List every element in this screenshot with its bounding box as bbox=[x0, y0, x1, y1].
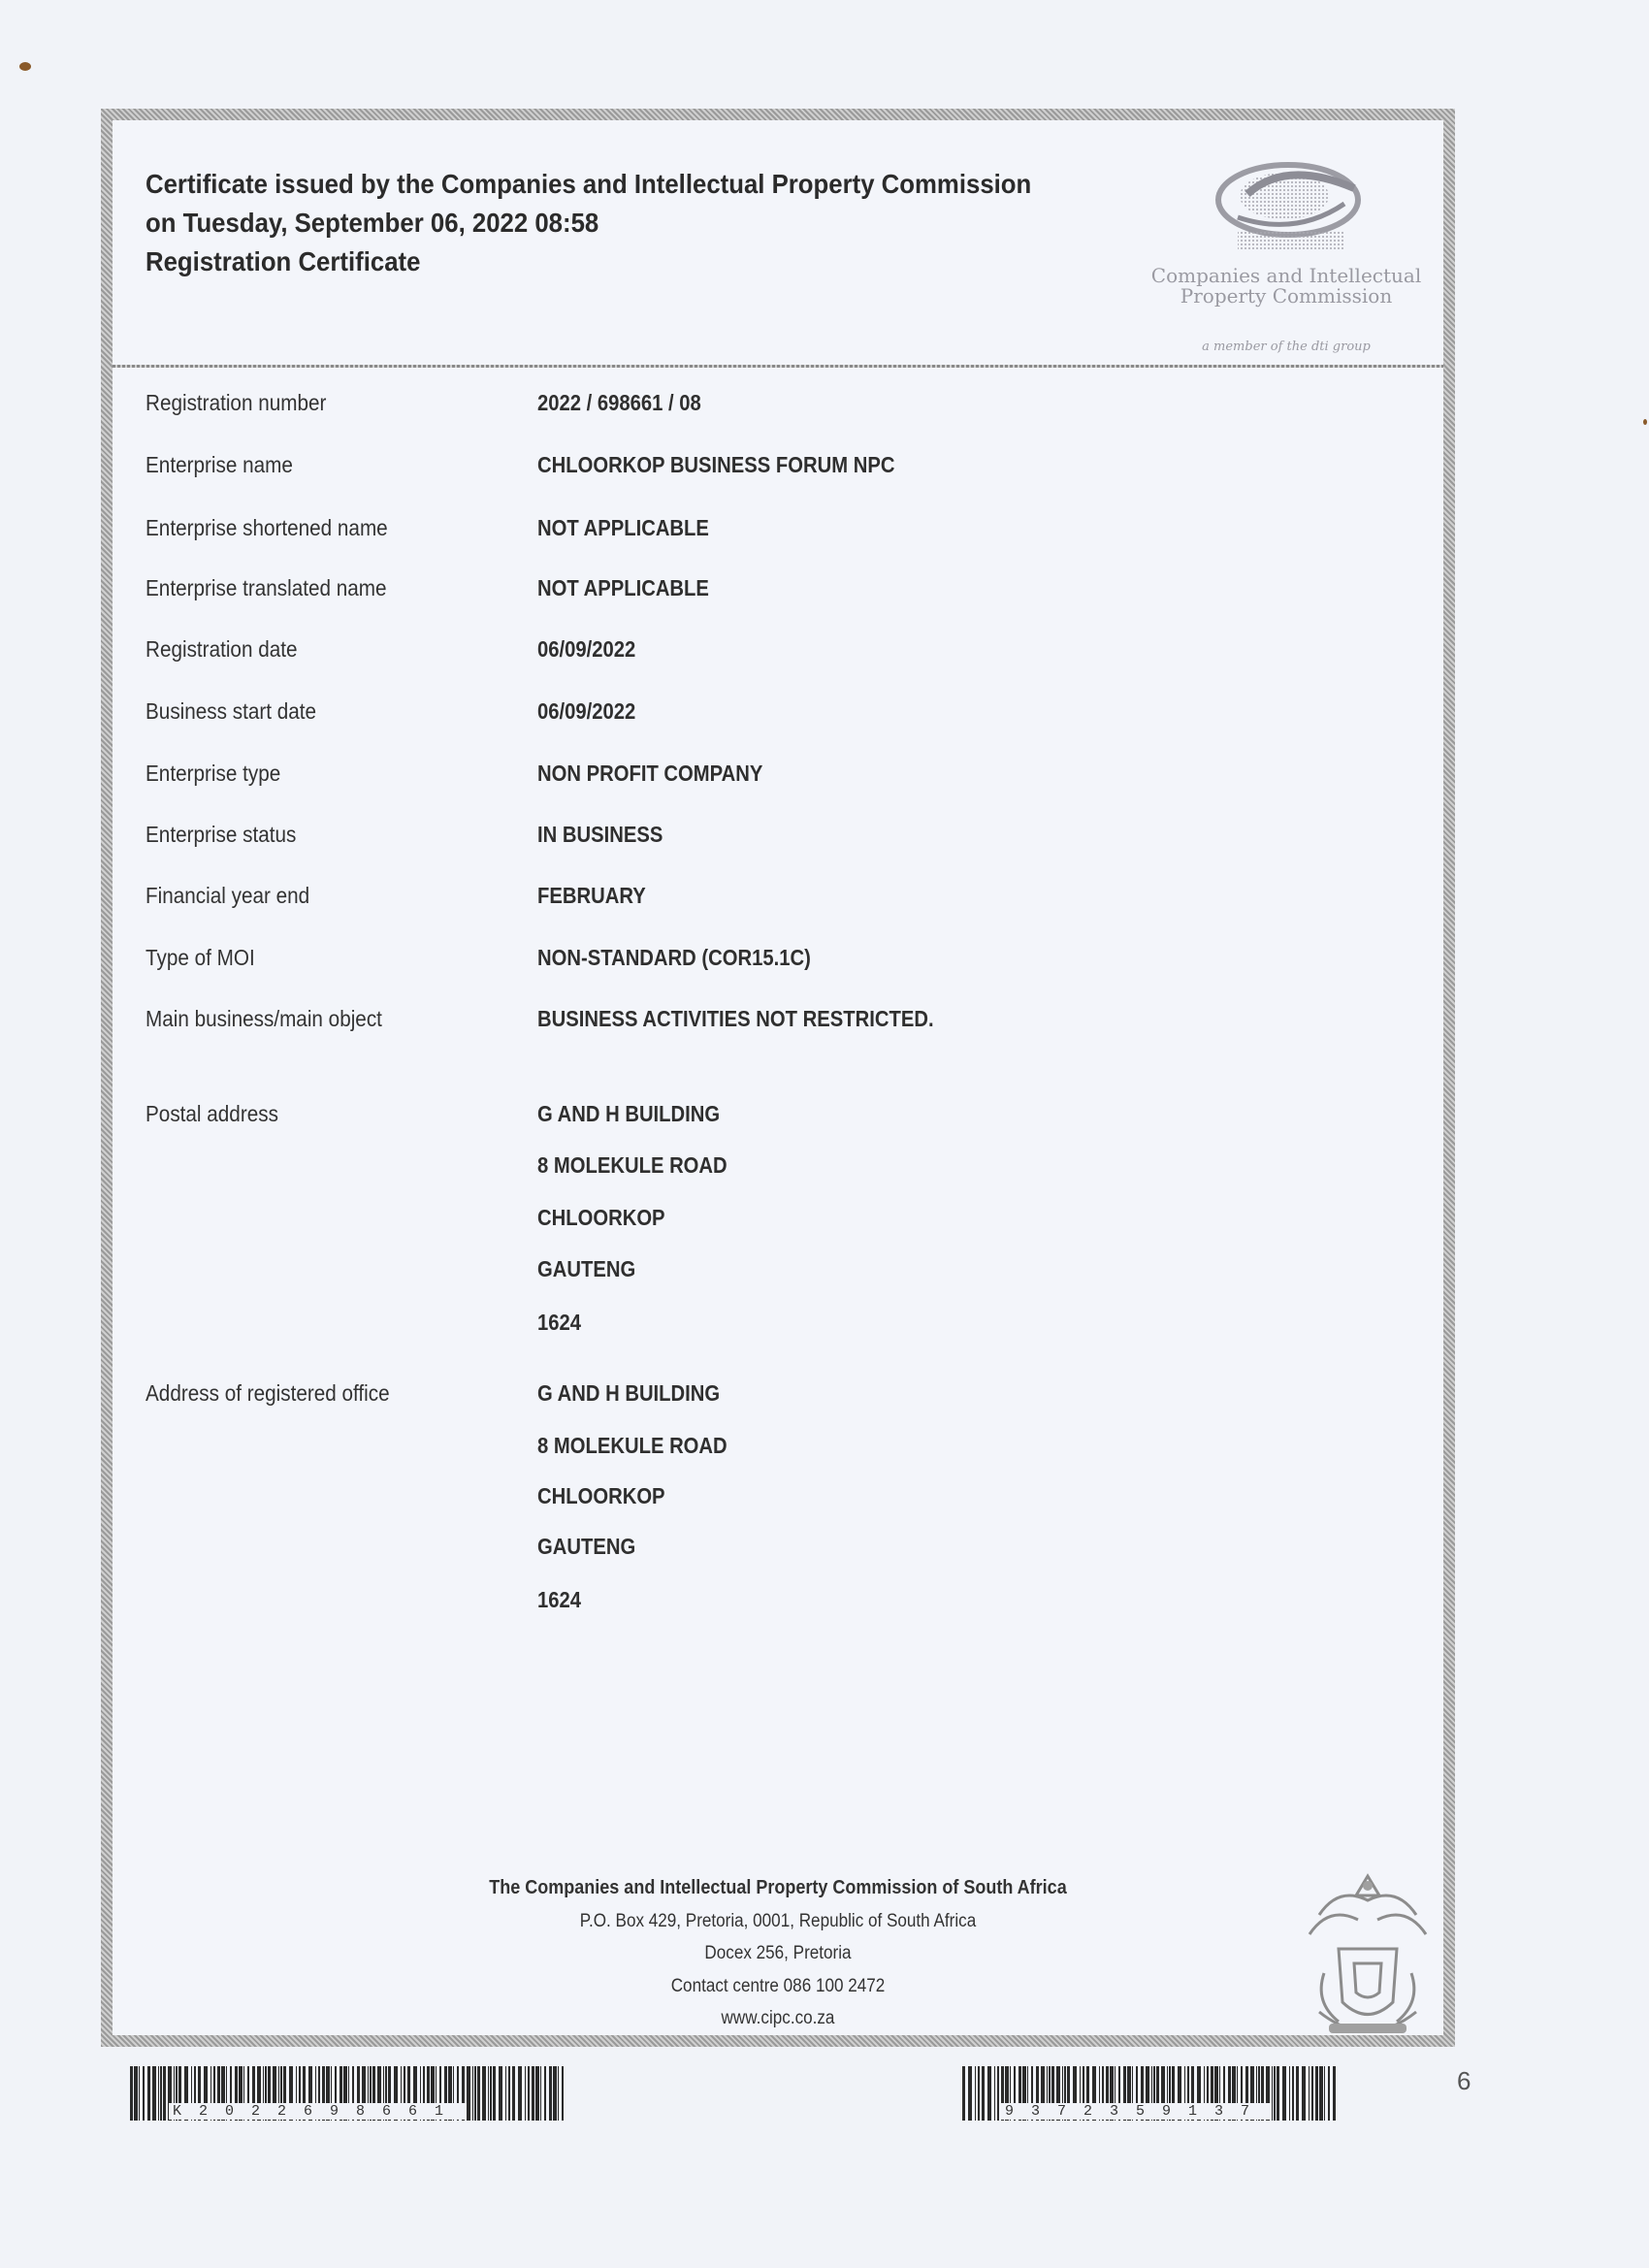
barcode-digit: 6 bbox=[304, 2103, 313, 2120]
barcode-bar bbox=[968, 2066, 972, 2121]
barcode-bar bbox=[1333, 2066, 1336, 2121]
barcode-digit: 2 bbox=[199, 2103, 209, 2120]
barcode-bar bbox=[540, 2066, 541, 2121]
office-address-line-4 bbox=[113, 1534, 1443, 1563]
cipc-logo-icon bbox=[1209, 149, 1374, 256]
barcode-bar bbox=[1328, 2066, 1330, 2121]
barcode-digits bbox=[1001, 2103, 1271, 2120]
barcode-bar bbox=[532, 2066, 534, 2121]
barcode-digit: 1 bbox=[1188, 2103, 1198, 2120]
barcode-right bbox=[962, 2066, 1337, 2121]
barcode-bar bbox=[518, 2066, 522, 2121]
office-address-line-2 bbox=[113, 1433, 1443, 1462]
field-business-start-date bbox=[113, 698, 1443, 728]
barcode-bar bbox=[1319, 2066, 1323, 2121]
barcode-bar bbox=[549, 2066, 552, 2121]
barcode-bar bbox=[1311, 2066, 1313, 2121]
title-line-2: on Tuesday, September 06, 2022 08:58 bbox=[146, 208, 599, 238]
field-label: Type of MOI bbox=[146, 945, 255, 970]
barcode-bar bbox=[147, 2066, 150, 2121]
footer-org: The Companies and Intellectual Property Commission of South Africa bbox=[489, 1877, 1067, 1898]
barcode-bar bbox=[1272, 2066, 1273, 2121]
logo-name: Companies and Intellectual Property Commission bbox=[1150, 264, 1422, 308]
barcode-digit: 2 bbox=[277, 2103, 287, 2120]
barcode-digit: 8 bbox=[356, 2103, 366, 2120]
barcode-bar bbox=[1296, 2066, 1299, 2121]
field-label: Postal address bbox=[146, 1101, 278, 1126]
field-label: Financial year end bbox=[146, 883, 310, 908]
footer-docex: Docex 256, Pretoria bbox=[704, 1943, 852, 1963]
barcode-bar bbox=[962, 2066, 965, 2121]
field-label: Registration number bbox=[146, 390, 327, 415]
office-address-line-3 bbox=[113, 1483, 1443, 1512]
barcode-digit: 9 bbox=[1162, 2103, 1172, 2120]
barcode-bar bbox=[139, 2066, 140, 2121]
barcode-bar bbox=[488, 2066, 489, 2121]
barcode-bar bbox=[544, 2066, 546, 2121]
barcode-bar bbox=[467, 2066, 470, 2121]
address-line: GAUTENG bbox=[537, 1256, 636, 1281]
barcode-digit: 0 bbox=[225, 2103, 235, 2120]
header-divider bbox=[113, 365, 1443, 368]
field-registration-number bbox=[113, 390, 1443, 419]
address-line: CHLOORKOP bbox=[537, 1205, 665, 1230]
field-value: NOT APPLICABLE bbox=[537, 575, 709, 600]
barcode-bar bbox=[1289, 2066, 1290, 2121]
barcode-bar bbox=[1302, 2066, 1306, 2121]
barcode-digit: 7 bbox=[1057, 2103, 1067, 2120]
barcode-digit: 2 bbox=[251, 2103, 261, 2120]
address-line: 8 MOLEKULE ROAD bbox=[537, 1433, 728, 1458]
footer-contact: Contact centre 086 100 2472 bbox=[670, 1975, 886, 1996]
barcode-bar bbox=[1315, 2066, 1318, 2121]
barcode-bar bbox=[528, 2066, 530, 2121]
title-line-3: Registration Certificate bbox=[146, 246, 421, 276]
field-enterprise-translated-name bbox=[113, 575, 1443, 604]
barcode-digit: 6 bbox=[408, 2103, 418, 2120]
field-label: Enterprise name bbox=[146, 452, 293, 477]
address-line: G AND H BUILDING bbox=[537, 1380, 721, 1406]
barcode-bar bbox=[512, 2066, 515, 2121]
cipc-logo bbox=[1141, 149, 1441, 353]
barcode-digit: K bbox=[173, 2103, 182, 2120]
barcode-bar bbox=[975, 2066, 976, 2121]
barcode-bar bbox=[134, 2066, 138, 2121]
title-line-1: Certificate issued by the Companies and Intellectual Property Commission bbox=[146, 169, 1032, 199]
barcode-bar bbox=[493, 2066, 496, 2121]
page-number: 6 bbox=[1457, 2066, 1471, 2095]
field-value: FEBRUARY bbox=[537, 883, 646, 908]
barcode-bar bbox=[558, 2066, 559, 2121]
barcode-bar bbox=[1277, 2066, 1279, 2121]
barcode-bar bbox=[1292, 2066, 1294, 2121]
barcode-bar bbox=[490, 2066, 492, 2121]
field-label: Business start date bbox=[146, 698, 317, 724]
postal-address-line-3 bbox=[113, 1205, 1443, 1234]
field-enterprise-type bbox=[113, 761, 1443, 790]
barcode-bar bbox=[987, 2066, 991, 2121]
field-value: CHLOORKOP BUSINESS FORUM NPC bbox=[537, 452, 895, 477]
barcode-digit: 3 bbox=[1031, 2103, 1041, 2120]
barcode-bar bbox=[499, 2066, 502, 2121]
barcode-digit: 1 bbox=[435, 2103, 444, 2120]
barcode-digit: 2 bbox=[1083, 2103, 1093, 2120]
field-value: 2022 / 698661 / 08 bbox=[537, 390, 701, 415]
field-main-business bbox=[113, 1006, 1443, 1035]
barcode-bar bbox=[505, 2066, 506, 2121]
address-line: 8 MOLEKULE ROAD bbox=[537, 1152, 728, 1178]
barcode-bar bbox=[160, 2066, 162, 2121]
field-postal-address bbox=[113, 1101, 1443, 1130]
field-value: 06/09/2022 bbox=[537, 698, 636, 724]
barcode-bar bbox=[472, 2066, 473, 2121]
field-value: NOT APPLICABLE bbox=[537, 515, 709, 540]
barcode-digit: 5 bbox=[1136, 2103, 1146, 2120]
field-value: 06/09/2022 bbox=[537, 636, 636, 662]
barcode-bar bbox=[997, 2066, 999, 2121]
certificate-title bbox=[146, 165, 1031, 281]
field-value: NON-STANDARD (COR15.1C) bbox=[537, 945, 811, 970]
paper-speck bbox=[19, 62, 31, 71]
barcode-bar bbox=[994, 2066, 995, 2121]
barcode-bar bbox=[562, 2066, 564, 2121]
field-type-of-moi bbox=[113, 945, 1443, 974]
barcode-bar bbox=[1324, 2066, 1325, 2121]
barcode-bar bbox=[1309, 2066, 1310, 2121]
field-enterprise-name bbox=[113, 452, 1443, 481]
barcode-digit: 3 bbox=[1214, 2103, 1224, 2120]
certificate-footer bbox=[113, 1872, 1443, 2035]
barcode-bar bbox=[508, 2066, 510, 2121]
barcode-digits bbox=[169, 2103, 465, 2120]
field-label: Main business/main object bbox=[146, 1006, 382, 1031]
barcode-digit: 7 bbox=[1241, 2103, 1250, 2120]
barcode-bar bbox=[152, 2066, 156, 2121]
field-label: Enterprise type bbox=[146, 761, 281, 786]
postal-address-line-5 bbox=[113, 1310, 1443, 1339]
address-line: 1624 bbox=[537, 1587, 582, 1612]
postal-address-line-4 bbox=[113, 1256, 1443, 1285]
barcode-bar bbox=[130, 2066, 133, 2121]
field-label: Address of registered office bbox=[146, 1380, 390, 1406]
certificate-frame bbox=[101, 109, 1455, 2047]
barcode-bar bbox=[143, 2066, 145, 2121]
barcode-bar bbox=[1282, 2066, 1286, 2121]
paper-speck bbox=[1643, 419, 1647, 425]
field-label: Enterprise status bbox=[146, 822, 297, 847]
barcode-left bbox=[130, 2066, 566, 2121]
barcode-digit: 6 bbox=[382, 2103, 392, 2120]
address-line: G AND H BUILDING bbox=[537, 1101, 721, 1126]
address-line: CHLOORKOP bbox=[537, 1483, 665, 1508]
barcode-bar bbox=[1274, 2066, 1276, 2121]
field-label: Enterprise translated name bbox=[146, 575, 387, 600]
barcode-bar bbox=[525, 2066, 526, 2121]
barcode-digit: 9 bbox=[1005, 2103, 1015, 2120]
barcode-digit: 3 bbox=[1110, 2103, 1119, 2120]
field-value: NON PROFIT COMPANY bbox=[537, 761, 763, 786]
address-line: 1624 bbox=[537, 1310, 582, 1335]
barcode-bar bbox=[158, 2066, 159, 2121]
south-africa-coat-of-arms-icon bbox=[1300, 1857, 1436, 2051]
barcode-bar bbox=[553, 2066, 557, 2121]
field-value: IN BUSINESS bbox=[537, 822, 663, 847]
barcode-bar bbox=[474, 2066, 476, 2121]
field-label: Enterprise shortened name bbox=[146, 515, 388, 540]
field-enterprise-shortened-name bbox=[113, 515, 1443, 544]
barcode-bar bbox=[163, 2066, 166, 2121]
field-enterprise-status bbox=[113, 822, 1443, 851]
field-value: BUSINESS ACTIVITIES NOT RESTRICTED. bbox=[537, 1006, 934, 1031]
footer-address: P.O. Box 429, Pretoria, 0001, Republic of South Africa bbox=[579, 1910, 977, 1931]
field-label: Registration date bbox=[146, 636, 298, 662]
field-registration-date bbox=[113, 636, 1443, 665]
logo-tagline: a member of the dti group bbox=[1202, 340, 1371, 354]
footer-website[interactable]: www.cipc.co.za bbox=[721, 2008, 835, 2028]
office-address-line-5 bbox=[113, 1587, 1443, 1616]
barcode-bar bbox=[477, 2066, 480, 2121]
field-registered-office bbox=[113, 1380, 1443, 1409]
field-financial-year-end bbox=[113, 883, 1443, 912]
barcode-bar bbox=[982, 2066, 985, 2121]
barcode-bar bbox=[978, 2066, 980, 2121]
address-line: GAUTENG bbox=[537, 1534, 636, 1559]
certificate-header bbox=[113, 120, 1443, 365]
barcode-digit: 9 bbox=[330, 2103, 340, 2120]
postal-address-line-2 bbox=[113, 1152, 1443, 1182]
barcode-bar bbox=[535, 2066, 539, 2121]
barcode-bar bbox=[482, 2066, 486, 2121]
